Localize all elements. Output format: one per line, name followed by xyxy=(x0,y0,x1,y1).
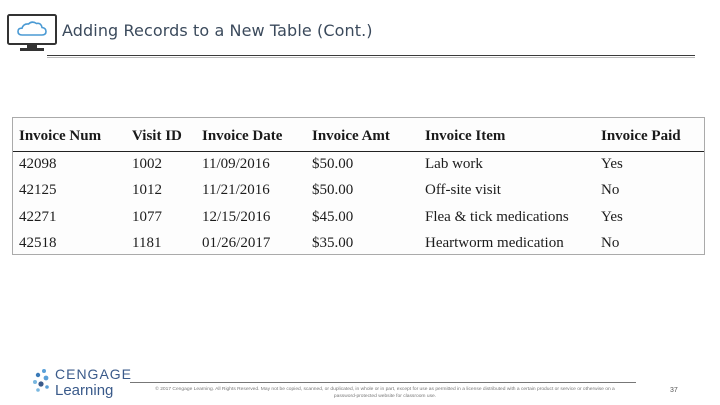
logo-subtext: Learning xyxy=(55,382,114,399)
table-cell: Off-site visit xyxy=(425,182,501,199)
copyright-line: password-protected website for classroom use. xyxy=(333,394,437,399)
column-header: Invoice Date xyxy=(196,118,306,151)
table-cell: 1077 xyxy=(132,208,162,225)
table-cell: Flea & tick medications xyxy=(425,208,569,225)
table-cell: 11/09/2016 xyxy=(202,156,270,172)
copyright-line: © 2017 Cengage Learning. All Rights Reserved. May not be copied, scanned, or duplicated, in whole or in part, except for use as permitted in a license distributed with a certain product or service or otherwise on a xyxy=(155,387,615,392)
title-divider xyxy=(47,55,695,56)
column-header: Visit ID xyxy=(126,118,196,151)
table-cell: 01/26/2017 xyxy=(202,235,271,252)
table-header-row xyxy=(13,118,704,151)
table-cell: $35.00 xyxy=(312,235,354,252)
table-cell: $50.00 xyxy=(312,156,354,172)
table-cell: 1181 xyxy=(132,235,162,252)
table-cell: $50.00 xyxy=(312,182,354,199)
table-cell: Lab work xyxy=(425,156,483,172)
page-number: 37 xyxy=(670,387,678,394)
title-divider-shadow xyxy=(47,57,695,58)
table-cell: $45.00 xyxy=(312,208,354,225)
table-row xyxy=(13,231,704,258)
column-header: Invoice Num xyxy=(13,118,126,151)
cloud-monitor-icon xyxy=(7,14,57,52)
column-header: Invoice Paid xyxy=(595,118,704,151)
logo-text: CENGAGE xyxy=(55,366,133,382)
table-cell: 42098 xyxy=(19,156,57,172)
table-row xyxy=(13,178,704,205)
column-header: Invoice Item xyxy=(419,118,595,151)
invoice-table-figure xyxy=(12,117,705,255)
copyright-notice xyxy=(135,386,635,400)
table-cell: 42518 xyxy=(19,235,57,252)
table-cell: 12/15/2016 xyxy=(202,208,271,225)
cengage-logo xyxy=(30,362,133,402)
column-header: Invoice Amt xyxy=(306,118,419,151)
table-cell: Yes xyxy=(601,156,623,172)
table-cell: 11/21/2016 xyxy=(202,182,270,199)
table-cell: Heartworm medication xyxy=(425,235,564,252)
invoice-table xyxy=(13,118,704,257)
footer-divider xyxy=(130,382,636,383)
table-row xyxy=(13,204,704,231)
table-row xyxy=(13,151,704,178)
table-cell: 42125 xyxy=(19,182,57,199)
table-cell: No xyxy=(601,182,620,199)
table-cell: 1012 xyxy=(132,182,162,199)
table-cell: Yes xyxy=(601,208,623,225)
slide-title: Adding Records to a New Table (Cont.) xyxy=(62,21,373,40)
table-cell: 1002 xyxy=(132,156,162,172)
cengage-dots-icon xyxy=(30,366,52,396)
table-cell: No xyxy=(601,235,620,252)
table-cell: 42271 xyxy=(19,208,57,225)
